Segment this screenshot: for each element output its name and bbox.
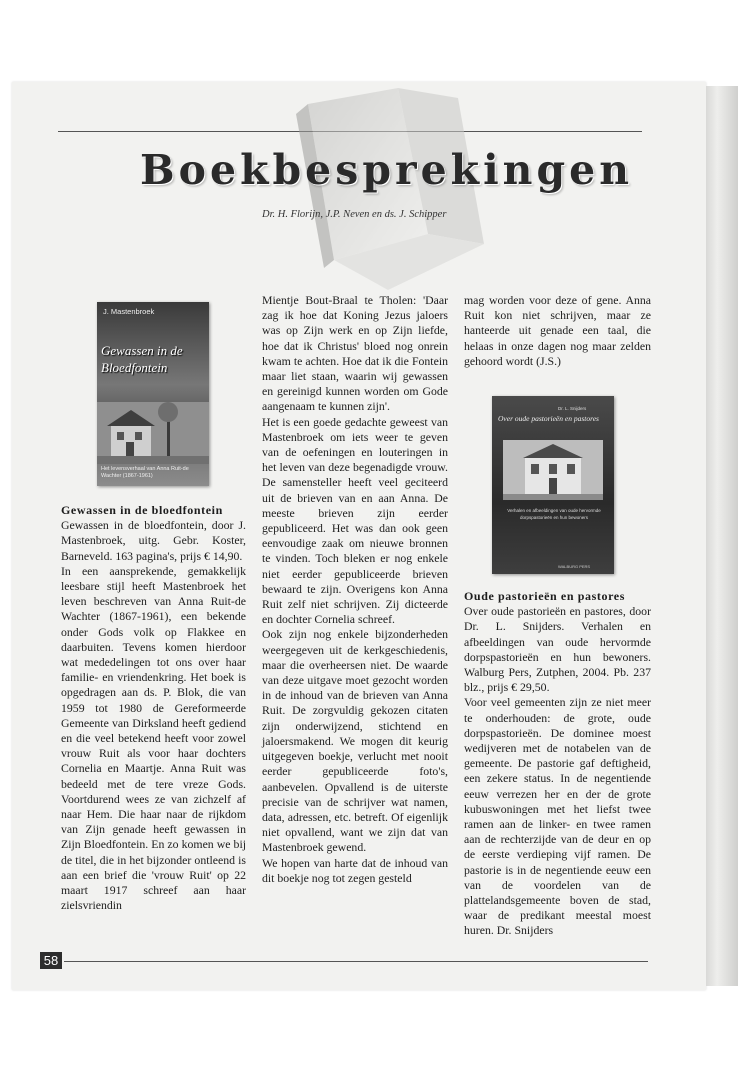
review-paragraph: Voor veel gemeenten zijn ze niet meer te onderhouden: de grote, oude dorpspastorieën. De dominee moest wedijveren met de notabelen van de gemeente. De pastorie gaf deftigheid, een zekere status. In de negentiende eeuw verrezen her en der de grote kubuswoningen met het liefst twee ramen aan de linker- en twee ramen aan de rechterzijde van de deur en op de eerste verdieping vijf ramen. De pastorie is in de negentiende eeuw een van de voordelen van de plattelandsgemeente boven de stad, waar de predikant meestal moest huren. Dr. Snijders xyxy=(464,695,651,938)
review-paragraph: Gewassen in de bloedfontein, door J. Mastenbroek, uitg. Gebr. Koster, Barneveld. 163 pagina's, prijs € 14,90. xyxy=(61,518,246,563)
column-2 xyxy=(262,293,448,886)
page-title: Boekbesprekingen xyxy=(140,146,634,194)
review-paragraph: Over oude pastorieën en pastores, door Dr. L. Snijders. Verhalen en afbeeldingen van oude hervormde dorpspastorieën en hun bewoners. Walburg Pers, Zutphen, 2004. Pb. 237 blz., prijs € 29,50. xyxy=(464,604,651,695)
review-title: Oude pastorieën en pastores xyxy=(464,589,625,603)
cover-author: Dr. L. Snijders xyxy=(558,406,587,411)
book-cover-gewassen xyxy=(97,302,209,486)
review-paragraph: Ook zijn nog enkele bijzonderheden weergegeven uit de kerkgeschiedenis, maar die overheersen niet. De waarde van deze uitgave moet gezocht worden in de inhoud van de brieven van Anna Ruit. De zorgvuldig gekozen citaten zijn onderwijzend, stichtend en jaloersmakend. We mogen dit keurig uitgegeven boekje, verlucht met nooit eerder gepubliceerde foto's, aanbevelen. Opvallend is de uiterste precisie van de schrijver wat namen, data, adressen, etc. betreft. Of eigenlijk niet opvallend, want we zijn dat van Mastenbroek gewend. xyxy=(262,627,448,855)
house-photo-icon xyxy=(97,402,209,464)
review-paragraph: mag worden voor deze of gene. Anna Ruit kon niet schrijven, maar ze hanteerde uit genade een taal, die helaas in onze dagen nog maar zelden gehoord wordt (J.S.) xyxy=(464,293,651,368)
column-3-bottom xyxy=(464,589,651,939)
bottom-rule xyxy=(64,961,648,962)
book-cover-pastorieen xyxy=(492,396,614,574)
review-paragraph: Mientje Bout-Braal te Tholen: 'Daar zag ik hoe dat Koning Jezus jaloers was op Zijn werk en op Zijn liefde, hoe dat ik Christus' bloed nog onrein kwam te achten. Hoe dat ik die Fontein maar liet staan, waarin wij gewassen en gereinigd kunnen worden om Gode aangenaam te kunnen zijn'. xyxy=(262,293,448,414)
page-edge-shadow xyxy=(706,86,738,986)
cover-publisher: WALBURG PERS xyxy=(558,564,591,569)
authors-line: Dr. H. Florijn, J.P. Neven en ds. J. Schipper xyxy=(262,209,447,220)
column-3-top xyxy=(464,293,651,369)
cover-title: Over oude pastorieën en pastores xyxy=(498,414,599,423)
page-number: 58 xyxy=(40,952,62,969)
review-paragraph: We hopen van harte dat de inhoud van dit boekje nog tot zegen gesteld xyxy=(262,855,448,885)
pastorie-photo-icon xyxy=(503,440,603,500)
cover-author: J. Mastenbroek xyxy=(103,307,155,316)
review-paragraph: Het is een goede gedachte geweest van Mastenbroek om iets weer te geven van de oefeningen en louteringen in het leven van deze begenadigde vrouw. De samensteller heeft veel geciteerd uit de brieven van en aan Anna. De meeste brieven zijn eerder gepubliceerd. Het was dan ook geen eenvoudige zaak om nieuwe bronnen te vinden. Toch bleken er nog enkele niet eerder gepubliceerde brieven bewaard te zijn. Overigens kon Anna Ruit zelf niet schrijven. Zij dicteerde en dochter Cornelia schreef. xyxy=(262,414,448,627)
cover-description: Verhalen en afbeeldingen van oude hervormde dorpspastorieën en hun bewoners xyxy=(507,508,601,520)
column-1 xyxy=(61,503,246,913)
review-paragraph: In een aansprekende, gemakkelijk leesbare stijl heeft Mastenbroek het leven beschreven van Anna Ruit-de Wachter (1867-1961), een bekende onder Gods volk op Flakkee en daarbuiten. Tevens komen hierdoor wat mededelingen tot ons over haar familie- en vriendenkring. Het boek is opgedragen aan ds. P. Blok, die van 1959 tot 1980 de Gereformeerde Gemeente van Dirksland heeft gediend en die veel betekend heeft voor zowel vrouw Ruit als voor haar dochters Cornelia en Maartje. Anna Ruit was bedeeld met de tere vreze Gods. Voortdurend wees ze van zichzelf af naar Hem. Die haar naar de rijkdom van Zijn genade heeft gewassen in Zijn Bloedfontein. En zo komen we bij de titel, die in het bijzonder ontleend is aan een brief die 'vrouw Ruit' op 22 maart 1917 schreef aan haar zielsvriendin xyxy=(61,563,246,913)
cover-title: Gewassen in de Bloedfontein xyxy=(101,343,183,375)
review-title: Gewassen in de bloedfontein xyxy=(61,503,223,517)
cover-subtitle: Het levensverhaal van Anna Ruit-de Wachter (1867-1961) xyxy=(101,466,189,479)
